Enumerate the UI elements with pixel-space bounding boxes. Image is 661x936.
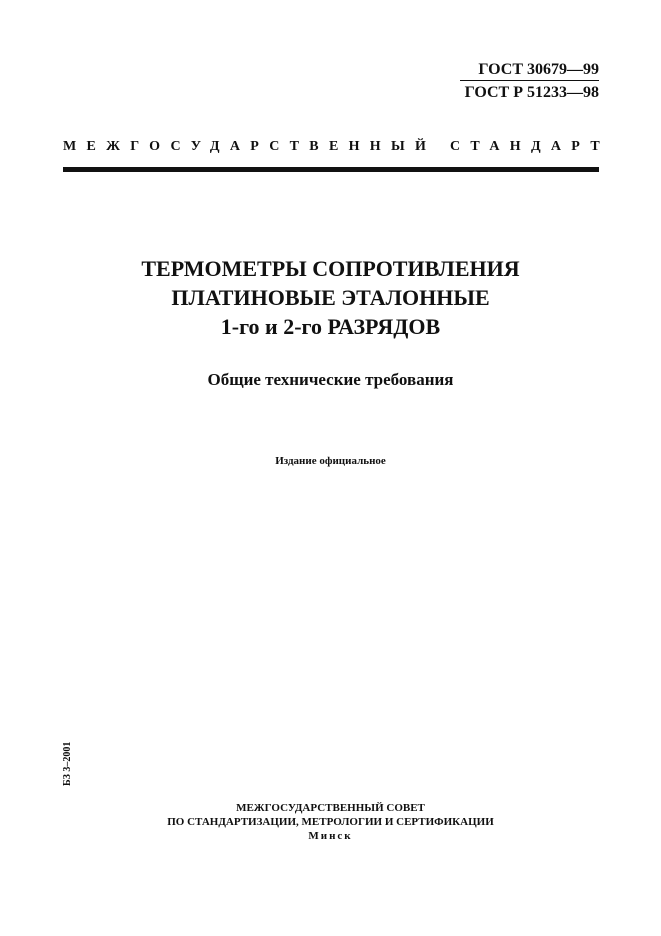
side-catalog-code: БЗ 3–2001 <box>62 741 73 786</box>
title-line-2: ПЛАТИНОВЫЕ ЭТАЛОННЫЕ <box>171 285 490 310</box>
publisher-line-1: МЕЖГОСУДАРСТВЕННЫЙ СОВЕТ <box>236 802 425 814</box>
document-title <box>0 254 661 341</box>
document-subtitle: Общие технические требования <box>207 370 454 389</box>
gost-code-primary: ГОСТ 30679—99 <box>460 60 599 81</box>
title-line-3: 1-го и 2-го РАЗРЯДОВ <box>220 314 441 339</box>
publisher-block <box>0 801 661 843</box>
gost-code-secondary: ГОСТ Р 51233—98 <box>464 84 599 101</box>
standard-type-heading: МЕЖГОСУДАРСТВЕННЫЙ СТАНДАРТ <box>63 139 610 154</box>
publisher-line-2: ПО СТАНДАРТИЗАЦИИ, МЕТРОЛОГИИ И СЕРТИФИКАЦИИ <box>167 816 494 828</box>
publisher-city: Минск <box>308 830 353 842</box>
edition-note: Издание официальное <box>275 455 386 467</box>
title-line-1: ТЕРМОМЕТРЫ СОПРОТИВЛЕНИЯ <box>141 256 520 281</box>
header-rule <box>63 167 599 172</box>
gost-designations <box>460 60 599 102</box>
